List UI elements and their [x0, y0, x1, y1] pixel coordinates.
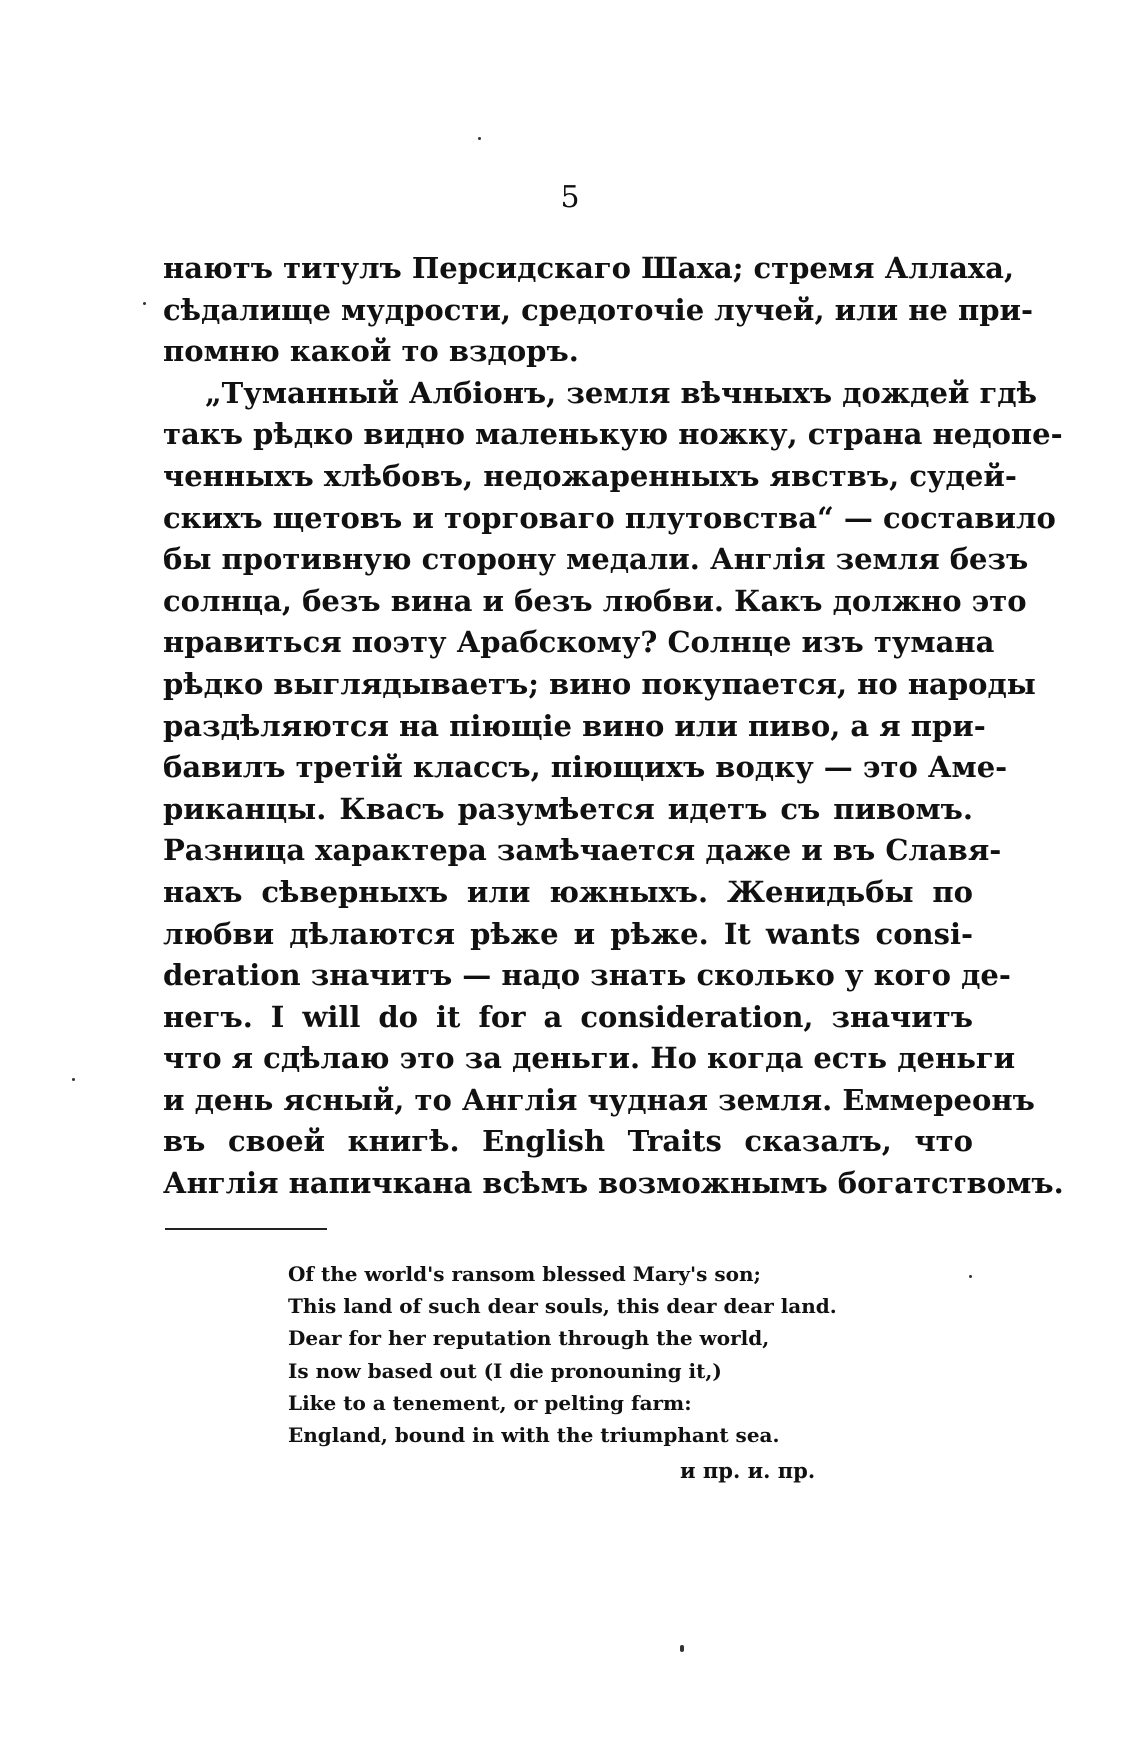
body-line: Англія напичкана всѣмъ возможнымъ богатствомъ. — [163, 1166, 1064, 1201]
body-line: нахъ сѣверныхъ или южныхъ. Женидьбы по — [163, 874, 973, 909]
body-line: бы противную сторону медали. Англія земля безъ — [163, 542, 1029, 577]
quote-line: England, bound in with the triumphant sea. — [288, 1422, 780, 1447]
body-line: солнца, безъ вина и безъ любви. Какъ должно это — [163, 583, 1027, 618]
print-speck — [143, 302, 146, 305]
body-line: риканцы. Квасъ разумѣется идетъ съ пивомъ. — [163, 791, 973, 826]
body-line: скихъ щетовъ и торговаго плутовства“ — составило — [163, 500, 1056, 535]
print-speck — [969, 1275, 972, 1278]
footnote-quote — [288, 1258, 928, 1451]
body-line: въ своей книгѣ. English Traits сказалъ, что — [163, 1124, 973, 1159]
body-line: deration значитъ — надо знать сколько у кого де- — [163, 958, 1011, 993]
quote-line: Dear for her reputation through the world, — [288, 1326, 770, 1351]
body-line: и день ясный, то Англія чудная земля. Еммереонъ — [163, 1082, 1035, 1117]
body-line: Разница характера замѣчается даже и въ Славя- — [163, 833, 1002, 868]
body-line: бавилъ третій классъ, піющихъ водку — это Аме- — [163, 750, 1008, 785]
body-text — [163, 248, 1064, 1205]
print-speck — [72, 1078, 75, 1081]
print-speck — [478, 137, 481, 140]
footnote-etc: и пр. и. пр. — [680, 1458, 816, 1483]
quote-line: Like to a tenement, or pelting farm: — [288, 1390, 692, 1415]
body-line: рѣдко выглядываетъ; вино покупается, но народы — [163, 666, 1036, 701]
body-line: „Туманный Албіонъ, земля вѣчныхъ дождей гдѣ — [205, 375, 1038, 410]
quote-line: Is now based out (I die pronouning it,) — [288, 1358, 722, 1383]
body-line: наютъ титулъ Персидскаго Шаха; стремя Аллаха, — [163, 251, 1015, 285]
footnote-rule — [165, 1228, 327, 1230]
body-line: сѣдалище мудрости, средоточіе лучей, или не при- — [163, 292, 1034, 327]
body-line: нравиться поэту Арабскому? Солнце изъ тумана — [163, 625, 995, 660]
print-speck — [680, 1645, 684, 1652]
body-line: такъ рѣдко видно маленькую ножку, страна недопе- — [163, 417, 1063, 452]
body-line: любви дѣлаются рѣже и рѣже. It wants consi- — [163, 916, 973, 951]
body-line: негъ. I will do it for a consideration, значитъ — [163, 999, 973, 1034]
body-line: ченныхъ хлѣбовъ, недожаренныхъ явствъ, судей- — [163, 458, 1017, 493]
body-line: помню какой то вздоръ. — [163, 334, 579, 369]
quote-line: This land of such dear souls, this dear dear land. — [288, 1294, 837, 1319]
body-line: что я сдѣлаю это за деньги. Но когда есть деньги — [163, 1041, 1016, 1076]
page-number: 5 — [560, 180, 580, 215]
quote-line: Of the world's ransom blessed Mary's son; — [288, 1262, 761, 1286]
body-line: раздѣляются на піющіе вино или пиво, а я при- — [163, 708, 986, 743]
